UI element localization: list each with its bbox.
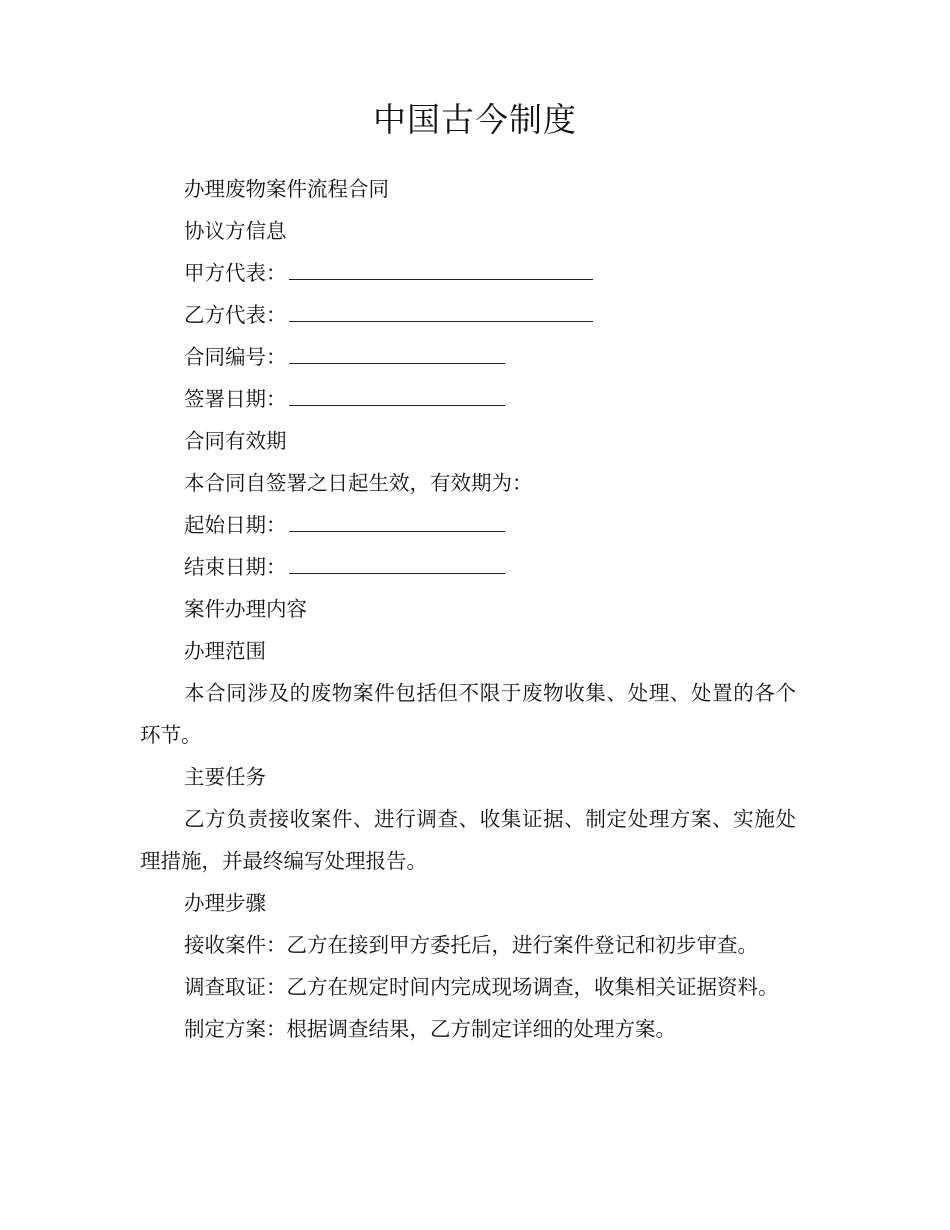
step-paragraph: 接收案件：乙方在接到甲方委托后，进行案件登记和初步审查。 — [184, 933, 758, 957]
step-paragraph: 制定方案：根据调查结果，乙方制定详细的处理方案。 — [184, 1017, 676, 1041]
fill-in-blank — [289, 259, 593, 280]
fill-in-blank — [289, 385, 505, 406]
section-heading-validity: 合同有效期 — [184, 429, 287, 453]
tasks-paragraph: 乙方负责接收案件、进行调查、收集证据、制定处理方案、实施处理措施，并最终编写处理报告。 — [140, 807, 796, 873]
field-label: 起始日期： — [184, 513, 287, 537]
field-label: 结束日期： — [184, 555, 287, 579]
field-label: 乙方代表： — [184, 303, 287, 327]
section-heading-content: 案件办理内容 — [184, 597, 307, 621]
fill-in-blank — [289, 511, 505, 532]
section-heading-tasks: 主要任务 — [184, 765, 266, 789]
fill-in-blank — [289, 301, 593, 322]
contract-title: 办理废物案件流程合同 — [184, 177, 389, 201]
scope-paragraph: 本合同涉及的废物案件包括但不限于废物收集、处理、处置的各个环节。 — [140, 681, 796, 747]
document-body — [140, 168, 796, 1050]
section-heading-parties: 协议方信息 — [184, 219, 287, 243]
section-heading-steps: 办理步骤 — [184, 891, 266, 915]
step-paragraph: 调查取证：乙方在规定时间内完成现场调查，收集相关证据资料。 — [184, 975, 779, 999]
validity-text: 本合同自签署之日起生效，有效期为： — [184, 471, 533, 495]
document-title: 中国古今制度 — [373, 100, 577, 139]
fill-in-blank — [289, 343, 505, 364]
field-sign-date — [140, 378, 796, 420]
field-party-a — [140, 252, 796, 294]
field-label: 合同编号： — [184, 345, 287, 369]
field-label: 甲方代表： — [184, 261, 287, 285]
fill-in-blank — [289, 553, 505, 574]
field-contract-no — [140, 336, 796, 378]
field-start-date — [140, 504, 796, 546]
field-end-date — [140, 546, 796, 588]
field-party-b — [140, 294, 796, 336]
field-label: 签署日期： — [184, 387, 287, 411]
section-heading-scope: 办理范围 — [184, 639, 266, 663]
